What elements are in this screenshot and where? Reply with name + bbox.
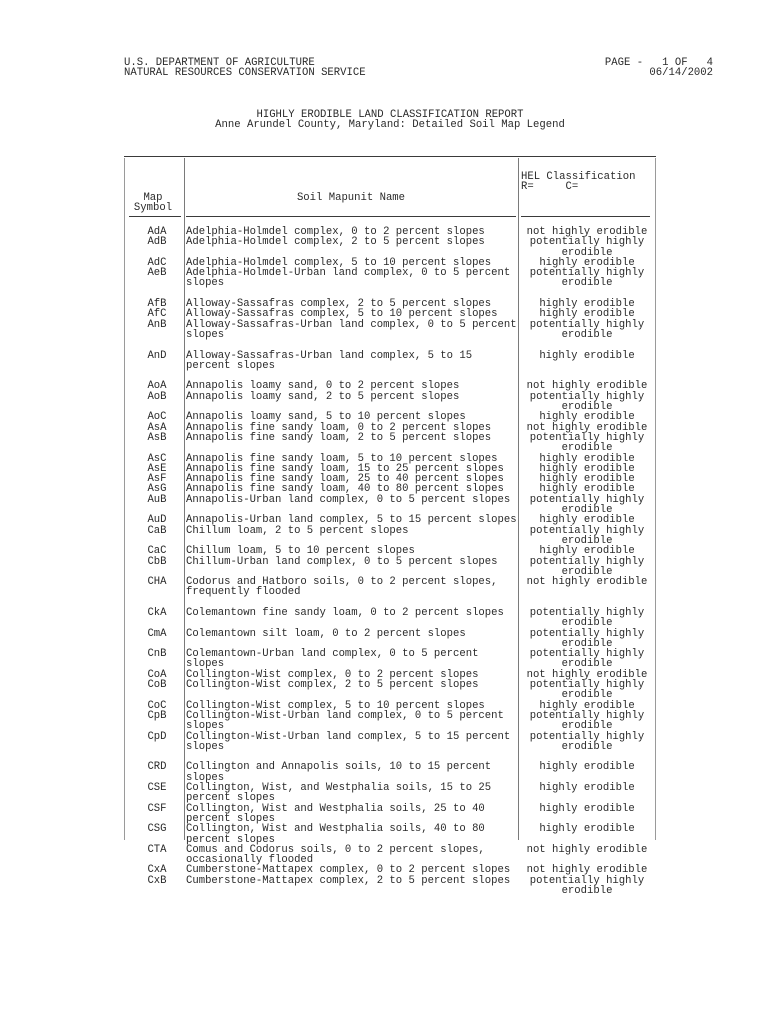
- mapunit-name-cell: Collington-Wist-Urban land complex, 0 to 5 percent slopes: [186, 709, 504, 733]
- report-title: HIGHLY ERODIBLE LAND CLASSIFICATION REPORT: [256, 109, 524, 121]
- map-symbol-cell: AsC: [147, 452, 167, 465]
- mapunit-name-cell: Collington-Wist complex, 2 to 5 percent slopes: [186, 679, 479, 692]
- hel-classification-cell: potentially highly erodible: [529, 524, 645, 547]
- page-info: [530, 58, 713, 79]
- table-row: [124, 351, 656, 382]
- hel-classification-cell: not highly erodible: [526, 380, 648, 393]
- soil-legend-table: [124, 156, 656, 896]
- hel-classification-cell: highly erodible: [539, 349, 635, 362]
- page-number: PAGE - 1 OF 4: [604, 57, 713, 69]
- table-row: [124, 608, 656, 629]
- map-symbol-cell: AsF: [147, 473, 167, 486]
- mapunit-name-cell: Colemantown fine sandy loam, 0 to 2 percent slopes: [186, 606, 504, 619]
- mapunit-name-cell: Adelphia-Holmdel complex, 0 to 2 percent slopes: [186, 226, 485, 238]
- mapunit-name-cell: Annapolis fine sandy loam, 25 to 40 percent slopes: [186, 473, 504, 486]
- map-symbol-cell: AsB: [147, 431, 167, 444]
- report-subtitle: Anne Arundel County, Maryland: Detailed Soil Map Legend: [215, 119, 565, 132]
- mapunit-name-cell: Collington, Wist and Westphalia soils, 25 to 40 percent slopes: [186, 802, 485, 825]
- hel-classification-cell: not highly erodible: [526, 226, 648, 238]
- map-symbol-cell: CpB: [147, 709, 167, 722]
- table-row: [124, 320, 656, 351]
- hel-classification-cell: highly erodible: [539, 308, 635, 321]
- hel-classification-cell: potentially highly erodible: [529, 606, 645, 630]
- map-symbol-cell: CnB: [147, 648, 167, 661]
- table-row: [124, 268, 656, 299]
- map-symbol-cell: CxB: [147, 874, 167, 887]
- mapunit-name-cell: Collington-Wist complex, 5 to 10 percent slopes: [186, 699, 485, 712]
- symbol-header-underline: [129, 216, 181, 217]
- table-body: [124, 227, 656, 896]
- mapunit-name-cell: Adelphia-Holmdel complex, 2 to 5 percent slopes: [186, 236, 485, 249]
- map-symbol-cell: AeB: [147, 267, 167, 280]
- hel-classification-cell: not highly erodible: [526, 576, 648, 589]
- col-header-map-symbol: Map Symbol: [133, 192, 173, 215]
- hel-classification-cell: potentially highly erodible: [529, 236, 645, 259]
- table-row: [124, 495, 656, 516]
- mapunit-name-cell: Colemantown-Urban land complex, 0 to 5 percent slopes: [186, 648, 479, 671]
- mapunit-name-cell: Annapolis-Urban land complex, 5 to 15 percent slopes: [186, 514, 517, 527]
- map-symbol-cell: AfB: [147, 298, 167, 311]
- map-symbol-cell: AsA: [147, 421, 167, 434]
- mapunit-name-cell: Annapolis loamy sand, 5 to 10 percent slopes: [186, 411, 466, 424]
- hel-classification-cell: highly erodible: [539, 699, 635, 712]
- map-symbol-cell: CaC: [147, 545, 167, 558]
- table-row: [124, 649, 656, 670]
- mapunit-name-cell: Cumberstone-Mattapex complex, 0 to 2 percent slopes: [186, 864, 511, 877]
- hel-classification-cell: highly erodible: [539, 782, 635, 795]
- col-header-hel-classification: HEL Classification R= C=: [521, 171, 636, 194]
- map-symbol-cell: AoB: [147, 390, 167, 403]
- mapunit-name-cell: Alloway-Sassafras-Urban land complex, 5 to 15 percent slopes: [186, 349, 473, 372]
- map-symbol-cell: AoA: [147, 380, 167, 393]
- mapunit-name-cell: Cumberstone-Mattapex complex, 2 to 5 percent slopes: [186, 874, 511, 887]
- mapunit-name-cell: Alloway-Sassafras complex, 5 to 10 percent slopes: [186, 308, 498, 321]
- hel-classification-cell: potentially highly erodible: [529, 267, 645, 290]
- table-row: [124, 804, 656, 825]
- hel-classification-cell: potentially highly erodible: [529, 679, 645, 702]
- map-symbol-cell: CHA: [147, 576, 167, 589]
- hel-classification-cell: potentially highly erodible: [529, 493, 645, 517]
- hel-header-underline: [521, 216, 650, 217]
- map-symbol-cell: AdC: [147, 256, 167, 269]
- map-symbol-cell: CSF: [147, 802, 167, 815]
- hel-classification-cell: not highly erodible: [526, 421, 648, 434]
- map-symbol-cell: AuB: [147, 493, 167, 506]
- map-symbol-cell: CbB: [147, 555, 167, 568]
- mapunit-name-cell: Annapolis-Urban land complex, 0 to 5 percent slopes: [186, 493, 511, 506]
- hel-classification-cell: potentially highly erodible: [529, 874, 645, 897]
- map-symbol-cell: CSE: [147, 782, 167, 795]
- hel-classification-cell: potentially highly erodible: [529, 555, 645, 578]
- hel-classification-cell: not highly erodible: [526, 864, 648, 877]
- map-symbol-cell: CxA: [147, 864, 167, 877]
- map-symbol-cell: AnD: [147, 349, 167, 362]
- map-symbol-cell: CoA: [147, 668, 167, 681]
- mapunit-name-cell: Chillum loam, 2 to 5 percent slopes: [186, 524, 409, 537]
- map-symbol-cell: CSG: [147, 823, 167, 836]
- mapunit-name-cell: Adelphia-Holmdel-Urban land complex, 0 to 5 percent slopes: [186, 267, 511, 290]
- map-symbol-cell: AfC: [147, 308, 167, 321]
- mapunit-name-cell: Annapolis loamy sand, 2 to 5 percent slopes: [186, 390, 460, 403]
- mapunit-name-cell: Colemantown silt loam, 0 to 2 percent slopes: [186, 627, 466, 640]
- col-header-mapunit-name: Soil Mapunit Name: [296, 192, 406, 204]
- hel-classification-cell: highly erodible: [539, 473, 635, 486]
- table-header-row: [124, 157, 656, 219]
- hel-classification-cell: highly erodible: [539, 823, 635, 836]
- table-row: [124, 876, 656, 897]
- table-row: [124, 392, 656, 413]
- mapunit-name-cell: Annapolis fine sandy loam, 0 to 2 percent slopes: [186, 421, 492, 434]
- map-symbol-cell: CoB: [147, 679, 167, 692]
- mapunit-name-cell: Collington, Wist and Westphalia soils, 40 to 80 percent slopes: [186, 823, 485, 846]
- hel-classification-cell: potentially highly erodible: [529, 709, 645, 733]
- hel-classification-cell: potentially highly erodible: [529, 431, 645, 455]
- map-symbol-cell: CTA: [147, 843, 167, 856]
- map-symbol-cell: AuD: [147, 514, 167, 527]
- table-row: [124, 433, 656, 454]
- hel-classification-cell: highly erodible: [539, 545, 635, 558]
- mapunit-name-cell: Alloway-Sassafras-Urban land complex, 0 to 5 percent slopes: [186, 318, 517, 341]
- mapunit-name-cell: Adelphia-Holmdel complex, 5 to 10 percent slopes: [186, 256, 492, 269]
- mapunit-name-cell: Collington and Annapolis soils, 10 to 15 percent slopes: [186, 761, 492, 784]
- map-symbol-cell: AoC: [147, 411, 167, 424]
- table-row: [124, 680, 656, 701]
- mapunit-name-cell: Comus and Codorus soils, 0 to 2 percent slopes, occasionally flooded: [186, 843, 485, 867]
- hel-classification-cell: highly erodible: [539, 462, 635, 475]
- table-row: [124, 711, 656, 732]
- table-row: [124, 546, 656, 556]
- map-symbol-cell: CRD: [147, 761, 167, 774]
- mapunit-name-cell: Chillum-Urban land complex, 0 to 5 percent slopes: [186, 555, 498, 568]
- hel-classification-cell: not highly erodible: [526, 843, 648, 856]
- hel-classification-cell: highly erodible: [539, 256, 635, 269]
- agency-line-1: U.S. DEPARTMENT OF AGRICULTURE: [124, 57, 315, 69]
- report-date: 06/14/2002: [649, 67, 713, 80]
- map-symbol-cell: CoC: [147, 699, 167, 712]
- map-symbol-cell: CpD: [147, 730, 167, 743]
- map-symbol-cell: AsE: [147, 462, 167, 475]
- table-row: [124, 845, 656, 866]
- mapunit-name-cell: Alloway-Sassafras complex, 2 to 5 percent slopes: [186, 298, 492, 311]
- mapunit-name-cell: Chillum loam, 5 to 10 percent slopes: [186, 545, 415, 558]
- mapunit-name-cell: Annapolis fine sandy loam, 2 to 5 percent slopes: [186, 431, 492, 444]
- hel-classification-cell: highly erodible: [539, 298, 635, 311]
- table-row: [124, 824, 656, 845]
- mapunit-name-cell: Collington-Wist complex, 0 to 2 percent slopes: [186, 668, 479, 681]
- hel-classification-cell: highly erodible: [539, 452, 635, 465]
- hel-classification-cell: highly erodible: [539, 761, 635, 774]
- mapunit-name-cell: Codorus and Hatboro soils, 0 to 2 percent slopes, frequently flooded: [186, 576, 498, 599]
- mapunit-name-cell: Collington, Wist, and Westphalia soils, 15 to 25 percent slopes: [186, 782, 492, 805]
- hel-classification-cell: highly erodible: [539, 483, 635, 496]
- map-symbol-cell: AdA: [147, 226, 167, 238]
- table-row: [124, 237, 656, 258]
- table-row: [124, 557, 656, 578]
- mapunit-name-cell: Annapolis loamy sand, 0 to 2 percent slopes: [186, 380, 460, 393]
- mapunit-name-cell: Annapolis fine sandy loam, 40 to 80 percent slopes: [186, 483, 504, 496]
- hel-classification-cell: potentially highly erodible: [529, 730, 645, 753]
- table-row: [124, 762, 656, 783]
- hel-classification-cell: highly erodible: [539, 411, 635, 424]
- hel-classification-cell: potentially highly erodible: [529, 390, 645, 414]
- table-row: [124, 732, 656, 763]
- table-row: [124, 577, 656, 608]
- hel-classification-cell: potentially highly erodible: [529, 627, 645, 650]
- hel-classification-cell: highly erodible: [539, 514, 635, 527]
- report-title-block: [124, 110, 656, 131]
- mapunit-name-cell: Annapolis fine sandy loam, 5 to 10 percent slopes: [186, 452, 498, 465]
- hel-classification-cell: not highly erodible: [526, 668, 648, 681]
- hel-classification-cell: highly erodible: [539, 802, 635, 815]
- map-symbol-cell: AdB: [147, 236, 167, 249]
- mapunit-name-cell: Collington-Wist-Urban land complex, 5 to 15 percent slopes: [186, 730, 511, 753]
- hel-classification-cell: potentially highly erodible: [529, 648, 645, 671]
- agency-line-2: NATURAL RESOURCES CONSERVATION SERVICE: [124, 67, 366, 80]
- mapunit-name-cell: Annapolis fine sandy loam, 15 to 25 percent slopes: [186, 462, 504, 475]
- table-row: [124, 783, 656, 804]
- map-symbol-cell: CkA: [147, 606, 167, 619]
- agency-header: [124, 58, 366, 79]
- name-header-underline: [186, 216, 516, 217]
- table-row: [124, 526, 656, 547]
- map-symbol-cell: CmA: [147, 627, 167, 640]
- map-symbol-cell: AnB: [147, 318, 167, 331]
- map-symbol-cell: CaB: [147, 524, 167, 537]
- hel-classification-cell: potentially highly erodible: [529, 318, 645, 341]
- table-row: [124, 629, 656, 650]
- map-symbol-cell: AsG: [147, 483, 167, 496]
